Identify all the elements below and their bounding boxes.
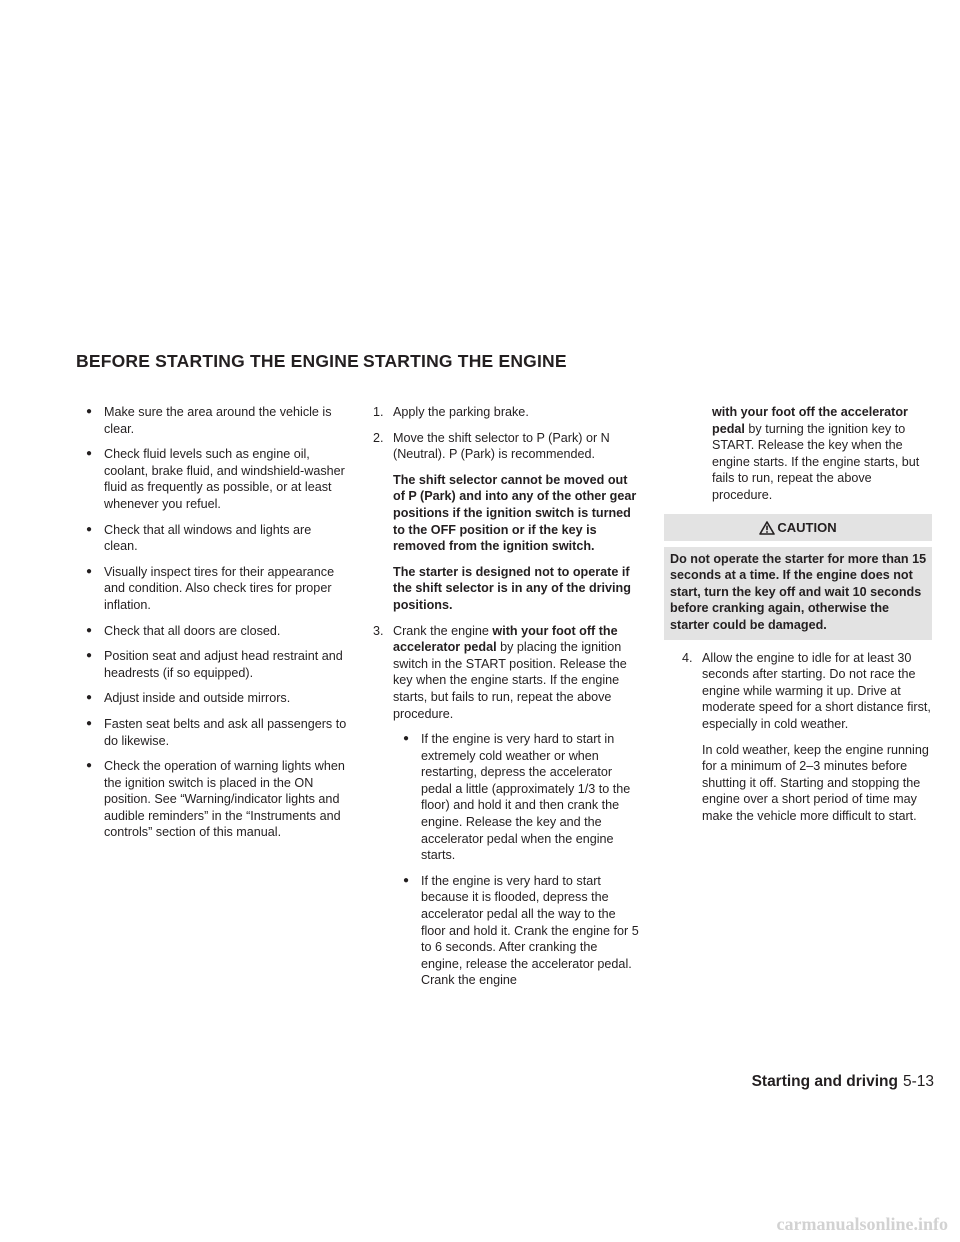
list-item: ● Visually inspect tires for their appearance and condition. Also check tires for proper inflation. [86, 564, 348, 614]
step-3-continued [664, 404, 932, 504]
caution-header [664, 514, 932, 541]
list-item: ● Make sure the area around the vehicle is clear. [86, 404, 348, 437]
section-heading-starting: STARTING THE ENGINE [363, 351, 567, 371]
list-item: ● Check fluid levels such as engine oil, coolant, brake fluid, and windshield-washer fluid as frequently as possible, or at least whenever you refuel. [86, 446, 348, 512]
column-starting-continued [664, 404, 932, 833]
list-item: ● If the engine is very hard to start in extremely cold weather or when restarting, depress the accelerator pedal a little (approximately 1/3 to the floor) and hold it and then crank the engine. Release the key and the accelerator pedal when the engine starts. [403, 731, 639, 864]
step-number: 2. [373, 430, 384, 445]
step-number: 1. [373, 405, 384, 419]
list-item: ● Check that all doors are closed. [86, 623, 348, 640]
column-before-starting [86, 404, 348, 850]
step-number: 3. [373, 623, 384, 638]
list-item: ● Adjust inside and outside mirrors. [86, 690, 348, 707]
step-text: Move the shift selector to P (Park) or N (Neutral). P (Park) is recommended. [393, 430, 610, 462]
step-text: by placing the ignition switch in the START position. Release the key when the engine starts. If the engine starts, but fails to run, repeat the above procedure. [393, 640, 627, 721]
step-text: Allow the engine to idle for at least 30 seconds after starting. Do not race the engine while warming it up. Drive at moderate speed for a short distance first, especially in cold weather. [702, 650, 931, 731]
step-4 [682, 650, 932, 825]
warning-triangle-icon [759, 521, 775, 535]
step-number: 4. [682, 650, 693, 665]
step-emphasis: with your foot off the accelerator pedal [393, 623, 618, 655]
step-text: Apply the parking brake. [393, 405, 529, 419]
step-3 [373, 623, 639, 989]
column-starting-steps [373, 404, 639, 998]
caution-text: Do not operate the starter for more than 15 seconds at a time. If the engine does not start, turn the key off and wait 10 seconds before cranking again, otherwise the starter could be damaged. [664, 547, 932, 640]
section-heading-before-starting: BEFORE STARTING THE ENGINE [76, 351, 359, 371]
step-text: by turning the ignition key to START. Release the key when the engine starts. If the engine starts, but fails to run, repeat the above procedure. [712, 421, 920, 502]
page-number: 5-13 [902, 1073, 934, 1090]
list-item: ● Check that all windows and lights are clean. [86, 522, 348, 555]
page-footer [752, 1073, 934, 1091]
list-item: ● If the engine is very hard to start because it is flooded, depress the accelerator pedal all the way to the floor and hold it. Crank the engine for 5 to 6 seconds. After cranking the engine, release the accelerator pedal. Crank the engine [403, 873, 639, 989]
step-warning-text: The starter is designed not to operate if the shift selector is in any of the driving positions. [393, 564, 631, 612]
step-1 [373, 404, 639, 421]
list-item: ● Fasten seat belts and ask all passengers to do likewise. [86, 716, 348, 749]
watermark: carmanualsonline.info [776, 1214, 948, 1234]
step-2 [373, 430, 639, 614]
step-emphasis: with your foot off the accelerator pedal [712, 405, 908, 436]
step-text: In cold weather, keep the engine running for a minimum of 2–3 minutes before shutting it off. Starting and stopping the engine over a short period of time may make the vehicle more difficult to start. [702, 742, 929, 823]
caution-title: CAUTION [777, 519, 837, 535]
list-item: ● Check the operation of warning lights when the ignition switch is placed in the ON position. See “Warning/indicator lights and audible reminders” in the “Instruments and controls” section of this manual. [86, 758, 348, 841]
step-3-sublist [393, 731, 639, 989]
step-text: Crank the engine [393, 623, 493, 638]
list-item: ● Position seat and adjust head restraint and headrests (if so equipped). [86, 648, 348, 681]
step-warning-text: The shift selector cannot be moved out of P (Park) and into any of the other gear positions if the ignition switch is turned to the OFF position or if the key is removed from the ignition switch. [393, 472, 637, 554]
footer-section-title: Starting and driving [751, 1073, 898, 1090]
